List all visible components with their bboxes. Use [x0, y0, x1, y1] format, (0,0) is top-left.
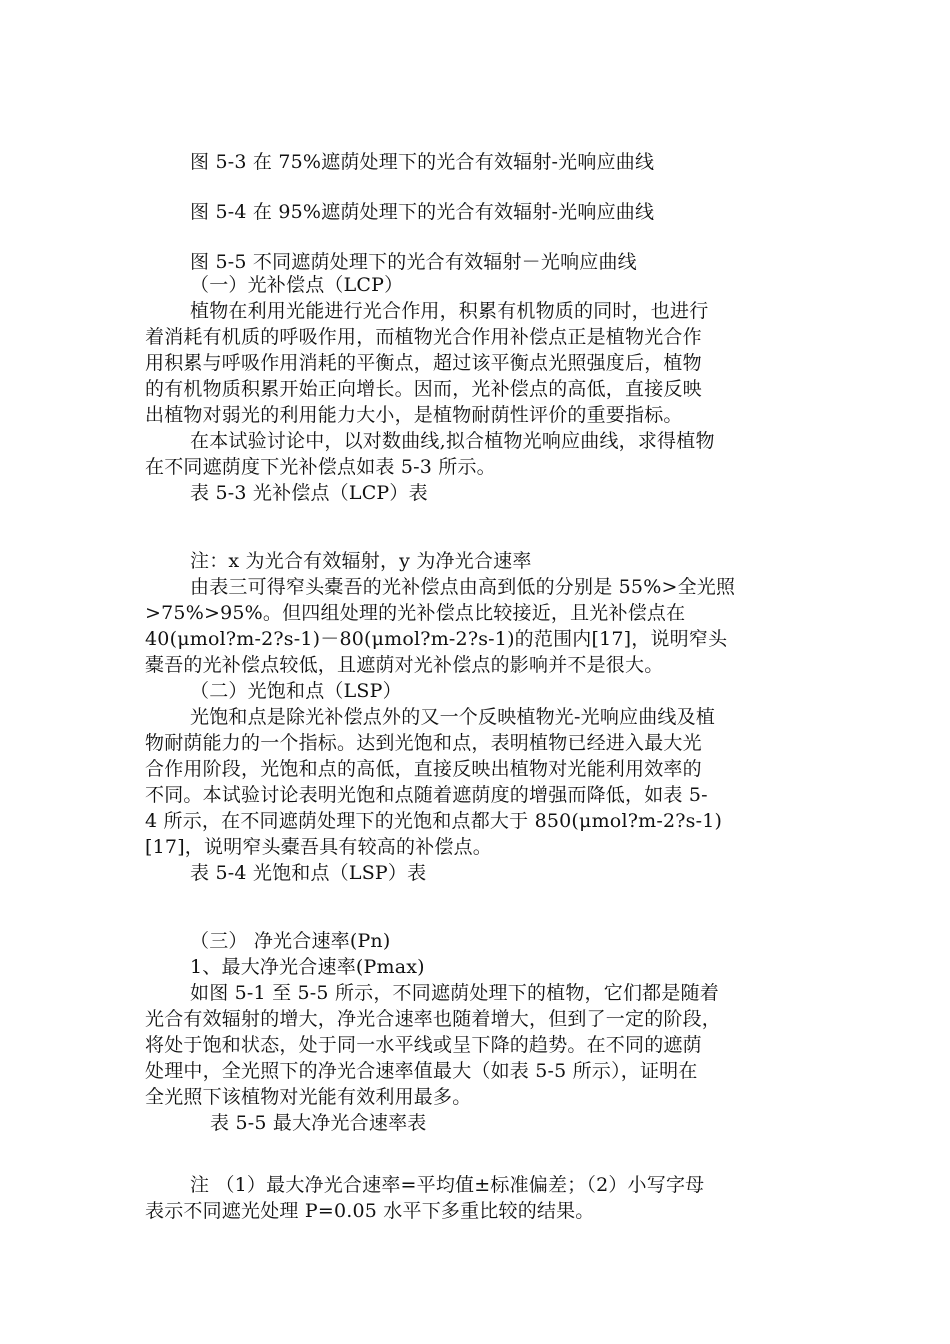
paragraph-line: 不同。本试验讨论表明光饱和点随着遮荫度的增强而降低，如表 5- — [145, 784, 708, 806]
paragraph-line: 的有机物质积累开始正向增长。因而，光补偿点的高低，直接反映 — [145, 378, 702, 400]
paragraph-line: 用积累与呼吸作用消耗的平衡点，超过该平衡点光照强度后，植物 — [145, 352, 702, 374]
paragraph-line: 光合有效辐射的增大，净光合速率也随着增大，但到了一定的阶段， — [145, 1008, 722, 1030]
paragraph-line: 出植物对弱光的利用能力大小，是植物耐荫性评价的重要指标。 — [145, 404, 683, 426]
table-note-5-5: 表示不同遮光处理 P=0.05 水平下多重比较的结果。 — [145, 1200, 595, 1222]
paragraph-line: 在不同遮荫度下光补偿点如表 5-3 所示。 — [145, 456, 496, 478]
table-caption-5-4: 表 5-4 光饱和点（LSP）表 — [190, 862, 427, 884]
paragraph-line: 处理中，全光照下的净光合速率值最大（如表 5-5 所示），证明在 — [145, 1060, 698, 1082]
paragraph-line: 光饱和点是除光补偿点外的又一个反映植物光-光响应曲线及植 — [190, 706, 716, 728]
paragraph-line: 植物在利用光能进行光合作用，积累有机物质的同时，也进行 — [190, 300, 709, 322]
section-heading-lsp: （二）光饱和点（LSP） — [190, 680, 402, 702]
table-caption-5-3: 表 5-3 光补偿点（LCP）表 — [190, 482, 428, 504]
table-caption-5-5: 表 5-5 最大净光合速率表 — [210, 1112, 427, 1134]
table-note-5-5: 注 （1）最大净光合速率=平均值±标准偏差；（2）小写字母 — [190, 1174, 705, 1196]
paragraph-line: 4 所示，在不同遮荫处理下的光饱和点都大于 850(μmol?m-2?s-1) — [145, 810, 723, 832]
paragraph-line: 橐吾的光补偿点较低，且遮荫对光补偿点的影响并不是很大。 — [145, 654, 664, 676]
paragraph-line: 将处于饱和状态，处于同一水平线或呈下降的趋势。在不同的遮荫 — [145, 1034, 702, 1056]
paragraph-line: 40(μmol?m-2?s-1)－80(μmol?m-2?s-1)的范围内[17]，说明窄头 — [145, 628, 728, 650]
paragraph-line: 在本试验讨论中，以对数曲线,拟合植物光响应曲线，求得植物 — [190, 430, 715, 452]
figure-caption-5-3: 图 5-3 在 75%遮荫处理下的光合有效辐射-光响应曲线 — [190, 151, 655, 173]
table-note-5-3: 注：x 为光合有效辐射，y 为净光合速率 — [190, 550, 532, 572]
paragraph-line: [17]，说明窄头橐吾具有较高的补偿点。 — [145, 836, 493, 858]
paragraph-line: >75%>95%。但四组处理的光补偿点比较接近，且光补偿点在 — [145, 602, 686, 624]
figure-caption-5-5: 图 5-5 不同遮荫处理下的光合有效辐射－光响应曲线 — [190, 251, 637, 273]
section-heading-lcp: （一）光补偿点（LCP） — [190, 274, 404, 296]
paragraph-line: 由表三可得窄头橐吾的光补偿点由高到低的分别是 55%>全光照 — [190, 576, 736, 598]
figure-caption-5-4: 图 5-4 在 95%遮荫处理下的光合有效辐射-光响应曲线 — [190, 201, 655, 223]
paragraph-line: 如图 5-1 至 5-5 所示，不同遮荫处理下的植物，它们都是随着 — [190, 982, 719, 1004]
paragraph-line: 全光照下该植物对光能有效利用最多。 — [145, 1086, 472, 1108]
section-heading-pn: （三） 净光合速率(Pn) — [190, 930, 391, 952]
paragraph-line: 合作用阶段，光饱和点的高低，直接反映出植物对光能利用效率的 — [145, 758, 702, 780]
paragraph-line: 物耐荫能力的一个指标。达到光饱和点，表明植物已经进入最大光 — [145, 732, 702, 754]
paragraph-line: 着消耗有机质的呼吸作用，而植物光合作用补偿点正是植物光合作 — [145, 326, 702, 348]
subsection-heading-pmax: 1、最大净光合速率(Pmax) — [190, 956, 425, 978]
